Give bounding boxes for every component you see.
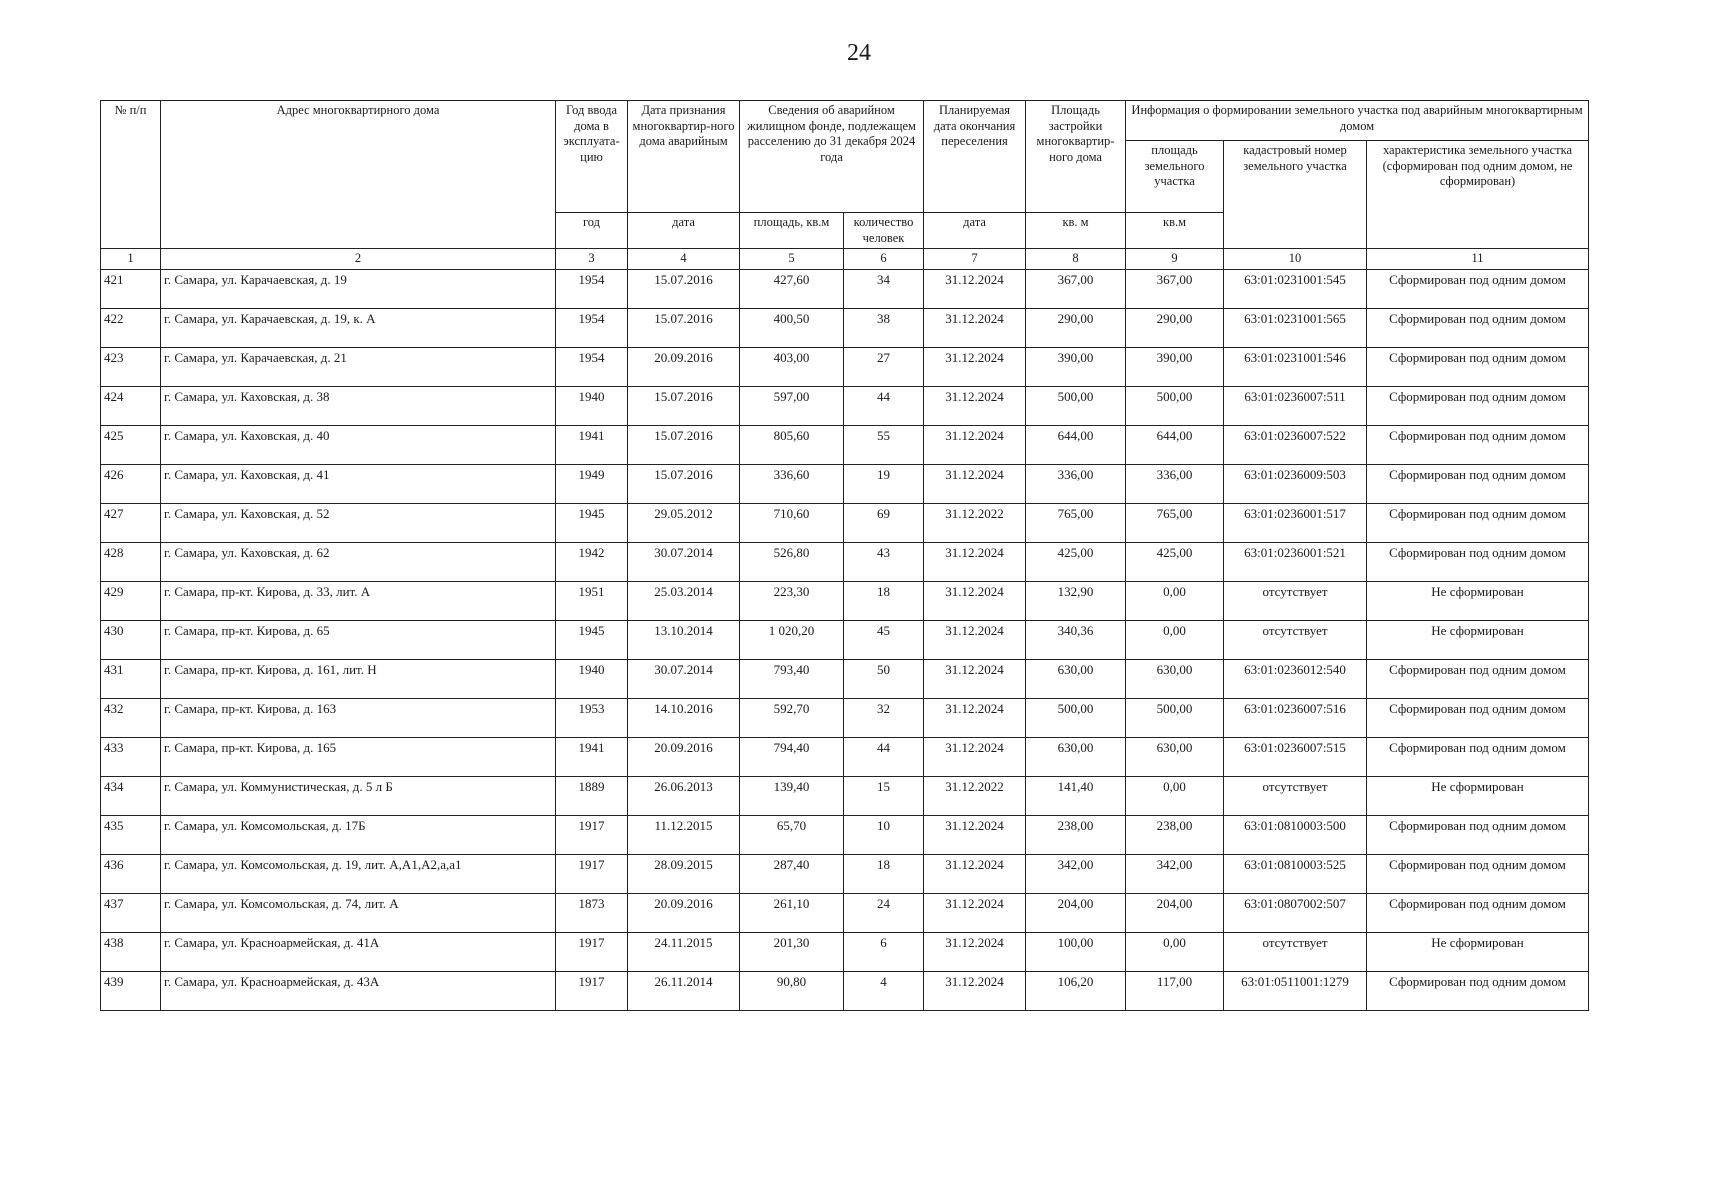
cell-people: 10 [844, 815, 924, 854]
cell-planned-date: 31.12.2024 [924, 347, 1026, 386]
cell-people: 18 [844, 854, 924, 893]
table-row [101, 854, 1589, 893]
cell-area: 261,10 [740, 893, 844, 932]
table-row [101, 776, 1589, 815]
cell-address: г. Самара, ул. Комсомольская, д. 19, лит. А,А1,А2,а,а1 [161, 854, 556, 893]
cell-address: г. Самара, пр-кт. Кирова, д. 161, лит. Н [161, 659, 556, 698]
cell-number: 421 [101, 269, 161, 308]
table-row [101, 542, 1589, 581]
cell-land-characteristic: Сформирован под одним домом [1367, 698, 1589, 737]
cell-address: г. Самара, ул. Каховская, д. 41 [161, 464, 556, 503]
cell-year: 1917 [556, 815, 628, 854]
cell-land-area: 390,00 [1126, 347, 1224, 386]
cell-area: 400,50 [740, 308, 844, 347]
table-row [101, 698, 1589, 737]
cell-area: 793,40 [740, 659, 844, 698]
cell-people: 44 [844, 737, 924, 776]
cell-year: 1917 [556, 932, 628, 971]
cell-address: г. Самара, ул. Красноармейская, д. 43А [161, 971, 556, 1010]
cell-area: 90,80 [740, 971, 844, 1010]
cell-number: 430 [101, 620, 161, 659]
cell-build-area: 204,00 [1026, 893, 1126, 932]
cell-address: г. Самара, ул. Карачаевская, д. 19, к. А [161, 308, 556, 347]
cell-build-area: 390,00 [1026, 347, 1126, 386]
cell-people: 24 [844, 893, 924, 932]
cell-people: 4 [844, 971, 924, 1010]
cell-land-characteristic: Сформирован под одним домом [1367, 659, 1589, 698]
cell-planned-date: 31.12.2024 [924, 971, 1026, 1010]
table-row [101, 269, 1589, 308]
cell-cadastral-number: 63:01:0236007:516 [1224, 698, 1367, 737]
cell-cadastral-number: отсутствует [1224, 932, 1367, 971]
header-year: Год ввода дома в эксплуата-цию [556, 101, 628, 213]
header-address: Адрес многоквартирного дома [161, 101, 556, 249]
header-land-info: Информация о формировании земельного участка под аварийным многоквартирным домом [1126, 101, 1589, 141]
cell-land-characteristic: Не сформирован [1367, 932, 1589, 971]
cell-build-area: 342,00 [1026, 854, 1126, 893]
cell-address: г. Самара, ул. Красноармейская, д. 41А [161, 932, 556, 971]
cell-area: 336,60 [740, 464, 844, 503]
cell-cadastral-number: 63:01:0810003:500 [1224, 815, 1367, 854]
cell-year: 1940 [556, 659, 628, 698]
unit-land-area: кв.м [1126, 213, 1224, 249]
cell-land-characteristic: Сформирован под одним домом [1367, 464, 1589, 503]
cell-number: 422 [101, 308, 161, 347]
cell-cadastral-number: отсутствует [1224, 776, 1367, 815]
unit-build-area: кв. м [1026, 213, 1126, 249]
cell-year: 1941 [556, 737, 628, 776]
column-index: 8 [1026, 249, 1126, 270]
cell-year: 1889 [556, 776, 628, 815]
cell-number: 431 [101, 659, 161, 698]
cell-land-characteristic: Не сформирован [1367, 581, 1589, 620]
cell-year: 1917 [556, 971, 628, 1010]
cell-planned-date: 31.12.2024 [924, 698, 1026, 737]
cell-year: 1954 [556, 308, 628, 347]
cell-build-area: 425,00 [1026, 542, 1126, 581]
cell-build-area: 340,36 [1026, 620, 1126, 659]
cell-number: 439 [101, 971, 161, 1010]
cell-planned-date: 31.12.2024 [924, 269, 1026, 308]
cell-land-characteristic: Сформирован под одним домом [1367, 425, 1589, 464]
cell-area: 65,70 [740, 815, 844, 854]
cell-address: г. Самара, ул. Каховская, д. 38 [161, 386, 556, 425]
cell-land-area: 117,00 [1126, 971, 1224, 1010]
cell-year: 1954 [556, 347, 628, 386]
cell-number: 433 [101, 737, 161, 776]
cell-build-area: 141,40 [1026, 776, 1126, 815]
cell-planned-date: 31.12.2024 [924, 737, 1026, 776]
cell-build-area: 290,00 [1026, 308, 1126, 347]
cell-cadastral-number: 63:01:0236007:522 [1224, 425, 1367, 464]
cell-recognition-date: 15.07.2016 [628, 269, 740, 308]
cell-address: г. Самара, ул. Карачаевская, д. 19 [161, 269, 556, 308]
cell-address: г. Самара, пр-кт. Кирова, д. 163 [161, 698, 556, 737]
cell-number: 437 [101, 893, 161, 932]
cell-recognition-date: 29.05.2012 [628, 503, 740, 542]
cell-recognition-date: 26.11.2014 [628, 971, 740, 1010]
cell-number: 423 [101, 347, 161, 386]
cell-recognition-date: 20.09.2016 [628, 893, 740, 932]
header-build-area: Площадь застройки многоквартир-ного дома [1026, 101, 1126, 213]
cell-people: 43 [844, 542, 924, 581]
column-index: 2 [161, 249, 556, 270]
table-row [101, 425, 1589, 464]
table-row [101, 971, 1589, 1010]
cell-address: г. Самара, ул. Комсомольская, д. 17Б [161, 815, 556, 854]
cell-area: 287,40 [740, 854, 844, 893]
cell-address: г. Самара, ул. Каховская, д. 62 [161, 542, 556, 581]
unit-year: год [556, 213, 628, 249]
cell-address: г. Самара, пр-кт. Кирова, д. 65 [161, 620, 556, 659]
column-index: 3 [556, 249, 628, 270]
cell-land-characteristic: Сформирован под одним домом [1367, 854, 1589, 893]
cell-number: 429 [101, 581, 161, 620]
cell-land-area: 0,00 [1126, 581, 1224, 620]
table-row [101, 737, 1589, 776]
cell-year: 1949 [556, 464, 628, 503]
cell-area: 1 020,20 [740, 620, 844, 659]
cell-area: 710,60 [740, 503, 844, 542]
cell-number: 427 [101, 503, 161, 542]
cell-year: 1940 [556, 386, 628, 425]
cell-planned-date: 31.12.2024 [924, 464, 1026, 503]
column-index-row [101, 249, 1589, 270]
cell-planned-date: 31.12.2024 [924, 932, 1026, 971]
table-row [101, 308, 1589, 347]
column-index: 1 [101, 249, 161, 270]
cell-address: г. Самара, ул. Каховская, д. 40 [161, 425, 556, 464]
cell-people: 44 [844, 386, 924, 425]
cell-area: 403,00 [740, 347, 844, 386]
cell-year: 1945 [556, 503, 628, 542]
cell-recognition-date: 15.07.2016 [628, 386, 740, 425]
cell-recognition-date: 24.11.2015 [628, 932, 740, 971]
cell-area: 223,30 [740, 581, 844, 620]
cell-land-area: 765,00 [1126, 503, 1224, 542]
table-row [101, 503, 1589, 542]
cell-area: 597,00 [740, 386, 844, 425]
cell-people: 32 [844, 698, 924, 737]
cell-area: 794,40 [740, 737, 844, 776]
cell-cadastral-number: 63:01:0231001:565 [1224, 308, 1367, 347]
cell-planned-date: 31.12.2024 [924, 893, 1026, 932]
cell-build-area: 630,00 [1026, 737, 1126, 776]
cell-area: 427,60 [740, 269, 844, 308]
cell-land-characteristic: Сформирован под одним домом [1367, 347, 1589, 386]
cell-people: 18 [844, 581, 924, 620]
header-land-characteristic: характеристика земельного участка (сформирован под одним домом, не сформирован) [1367, 141, 1589, 249]
cell-people: 6 [844, 932, 924, 971]
header-cadastral-number: кадастровый номер земельного участка [1224, 141, 1367, 249]
cell-build-area: 367,00 [1026, 269, 1126, 308]
table-header [101, 101, 1589, 270]
table-row [101, 347, 1589, 386]
cell-address: г. Самара, ул. Комсомольская, д. 74, лит. А [161, 893, 556, 932]
cell-cadastral-number: 63:01:0236001:517 [1224, 503, 1367, 542]
table-row [101, 932, 1589, 971]
cell-build-area: 500,00 [1026, 386, 1126, 425]
cell-planned-date: 31.12.2024 [924, 854, 1026, 893]
cell-planned-date: 31.12.2024 [924, 620, 1026, 659]
cell-build-area: 500,00 [1026, 698, 1126, 737]
cell-planned-date: 31.12.2024 [924, 308, 1026, 347]
cell-land-area: 0,00 [1126, 932, 1224, 971]
cell-land-characteristic: Сформирован под одним домом [1367, 386, 1589, 425]
cell-recognition-date: 20.09.2016 [628, 347, 740, 386]
cell-cadastral-number: отсутствует [1224, 620, 1367, 659]
table-row [101, 815, 1589, 854]
cell-land-area: 500,00 [1126, 386, 1224, 425]
header-land-area: площадь земельного участка [1126, 141, 1224, 213]
cell-area: 139,40 [740, 776, 844, 815]
cell-cadastral-number: 63:01:0810003:525 [1224, 854, 1367, 893]
table-row [101, 659, 1589, 698]
cell-number: 435 [101, 815, 161, 854]
cell-address: г. Самара, пр-кт. Кирова, д. 165 [161, 737, 556, 776]
cell-land-characteristic: Сформирован под одним домом [1367, 542, 1589, 581]
cell-recognition-date: 15.07.2016 [628, 464, 740, 503]
cell-land-area: 342,00 [1126, 854, 1224, 893]
table-row [101, 386, 1589, 425]
cell-number: 424 [101, 386, 161, 425]
cell-year: 1953 [556, 698, 628, 737]
column-index: 4 [628, 249, 740, 270]
cell-build-area: 238,00 [1026, 815, 1126, 854]
cell-people: 55 [844, 425, 924, 464]
cell-address: г. Самара, ул. Каховская, д. 52 [161, 503, 556, 542]
cell-number: 432 [101, 698, 161, 737]
table-row [101, 464, 1589, 503]
cell-land-characteristic: Сформирован под одним домом [1367, 893, 1589, 932]
cell-land-area: 204,00 [1126, 893, 1224, 932]
cell-people: 50 [844, 659, 924, 698]
cell-people: 15 [844, 776, 924, 815]
cell-recognition-date: 28.09.2015 [628, 854, 740, 893]
cell-land-area: 290,00 [1126, 308, 1224, 347]
cell-year: 1954 [556, 269, 628, 308]
cell-planned-date: 31.12.2024 [924, 386, 1026, 425]
cell-people: 19 [844, 464, 924, 503]
cell-cadastral-number: 63:01:0236009:503 [1224, 464, 1367, 503]
cell-recognition-date: 25.03.2014 [628, 581, 740, 620]
cell-year: 1941 [556, 425, 628, 464]
cell-number: 425 [101, 425, 161, 464]
table-row [101, 620, 1589, 659]
emergency-housing-table [100, 100, 1589, 1011]
cell-planned-date: 31.12.2024 [924, 659, 1026, 698]
cell-recognition-date: 30.07.2014 [628, 659, 740, 698]
cell-land-area: 0,00 [1126, 776, 1224, 815]
cell-recognition-date: 20.09.2016 [628, 737, 740, 776]
cell-cadastral-number: 63:01:0511001:1279 [1224, 971, 1367, 1010]
cell-area: 592,70 [740, 698, 844, 737]
cell-land-area: 500,00 [1126, 698, 1224, 737]
column-index: 10 [1224, 249, 1367, 270]
cell-planned-date: 31.12.2022 [924, 776, 1026, 815]
cell-people: 69 [844, 503, 924, 542]
cell-land-characteristic: Не сформирован [1367, 776, 1589, 815]
cell-address: г. Самара, ул. Карачаевская, д. 21 [161, 347, 556, 386]
cell-build-area: 644,00 [1026, 425, 1126, 464]
cell-year: 1873 [556, 893, 628, 932]
cell-area: 526,80 [740, 542, 844, 581]
cell-recognition-date: 15.07.2016 [628, 308, 740, 347]
cell-cadastral-number: 63:01:0231001:546 [1224, 347, 1367, 386]
cell-cadastral-number: 63:01:0807002:507 [1224, 893, 1367, 932]
cell-planned-date: 31.12.2024 [924, 815, 1026, 854]
cell-number: 434 [101, 776, 161, 815]
header-planned-date: Планируемая дата окончания переселения [924, 101, 1026, 213]
cell-land-area: 238,00 [1126, 815, 1224, 854]
cell-build-area: 132,90 [1026, 581, 1126, 620]
cell-land-characteristic: Сформирован под одним домом [1367, 971, 1589, 1010]
cell-planned-date: 31.12.2024 [924, 542, 1026, 581]
cell-year: 1942 [556, 542, 628, 581]
cell-cadastral-number: 63:01:0236007:515 [1224, 737, 1367, 776]
cell-land-area: 644,00 [1126, 425, 1224, 464]
cell-build-area: 765,00 [1026, 503, 1126, 542]
cell-people: 27 [844, 347, 924, 386]
cell-planned-date: 31.12.2022 [924, 503, 1026, 542]
cell-land-area: 630,00 [1126, 659, 1224, 698]
unit-people: количество человек [844, 213, 924, 249]
header-recognition-date: Дата признания многоквартир-ного дома аварийным [628, 101, 740, 213]
cell-area: 805,60 [740, 425, 844, 464]
cell-planned-date: 31.12.2024 [924, 425, 1026, 464]
cell-recognition-date: 26.06.2013 [628, 776, 740, 815]
cell-land-characteristic: Сформирован под одним домом [1367, 503, 1589, 542]
column-index: 6 [844, 249, 924, 270]
cell-number: 436 [101, 854, 161, 893]
cell-area: 201,30 [740, 932, 844, 971]
cell-year: 1945 [556, 620, 628, 659]
cell-land-characteristic: Сформирован под одним домом [1367, 737, 1589, 776]
cell-cadastral-number: 63:01:0236001:521 [1224, 542, 1367, 581]
cell-land-characteristic: Сформирован под одним домом [1367, 308, 1589, 347]
column-index: 9 [1126, 249, 1224, 270]
column-index: 11 [1367, 249, 1589, 270]
cell-land-characteristic: Не сформирован [1367, 620, 1589, 659]
header-number: № п/п [101, 101, 161, 249]
cell-land-area: 0,00 [1126, 620, 1224, 659]
cell-build-area: 630,00 [1026, 659, 1126, 698]
cell-address: г. Самара, ул. Коммунистическая, д. 5 л Б [161, 776, 556, 815]
cell-land-area: 367,00 [1126, 269, 1224, 308]
unit-plan-date: дата [924, 213, 1026, 249]
column-index: 7 [924, 249, 1026, 270]
cell-cadastral-number: 63:01:0236007:511 [1224, 386, 1367, 425]
table-row [101, 893, 1589, 932]
table-row [101, 581, 1589, 620]
page-number: 24 [847, 40, 871, 66]
cell-land-area: 336,00 [1126, 464, 1224, 503]
column-index: 5 [740, 249, 844, 270]
cell-number: 428 [101, 542, 161, 581]
cell-year: 1917 [556, 854, 628, 893]
cell-build-area: 106,20 [1026, 971, 1126, 1010]
cell-year: 1951 [556, 581, 628, 620]
cell-people: 38 [844, 308, 924, 347]
cell-land-characteristic: Сформирован под одним домом [1367, 269, 1589, 308]
cell-people: 45 [844, 620, 924, 659]
cell-cadastral-number: 63:01:0236012:540 [1224, 659, 1367, 698]
cell-recognition-date: 11.12.2015 [628, 815, 740, 854]
header-emergency-fund: Сведения об аварийном жилищном фонде, подлежащем расселению до 31 декабря 2024 года [740, 101, 924, 213]
cell-cadastral-number: отсутствует [1224, 581, 1367, 620]
cell-build-area: 336,00 [1026, 464, 1126, 503]
cell-cadastral-number: 63:01:0231001:545 [1224, 269, 1367, 308]
cell-build-area: 100,00 [1026, 932, 1126, 971]
cell-planned-date: 31.12.2024 [924, 581, 1026, 620]
unit-date: дата [628, 213, 740, 249]
cell-number: 438 [101, 932, 161, 971]
cell-land-area: 425,00 [1126, 542, 1224, 581]
cell-address: г. Самара, пр-кт. Кирова, д. 33, лит. А [161, 581, 556, 620]
cell-land-area: 630,00 [1126, 737, 1224, 776]
table-body [101, 269, 1589, 1010]
cell-number: 426 [101, 464, 161, 503]
cell-recognition-date: 30.07.2014 [628, 542, 740, 581]
cell-recognition-date: 13.10.2014 [628, 620, 740, 659]
cell-land-characteristic: Сформирован под одним домом [1367, 815, 1589, 854]
unit-area: площадь, кв.м [740, 213, 844, 249]
cell-recognition-date: 15.07.2016 [628, 425, 740, 464]
cell-recognition-date: 14.10.2016 [628, 698, 740, 737]
cell-people: 34 [844, 269, 924, 308]
